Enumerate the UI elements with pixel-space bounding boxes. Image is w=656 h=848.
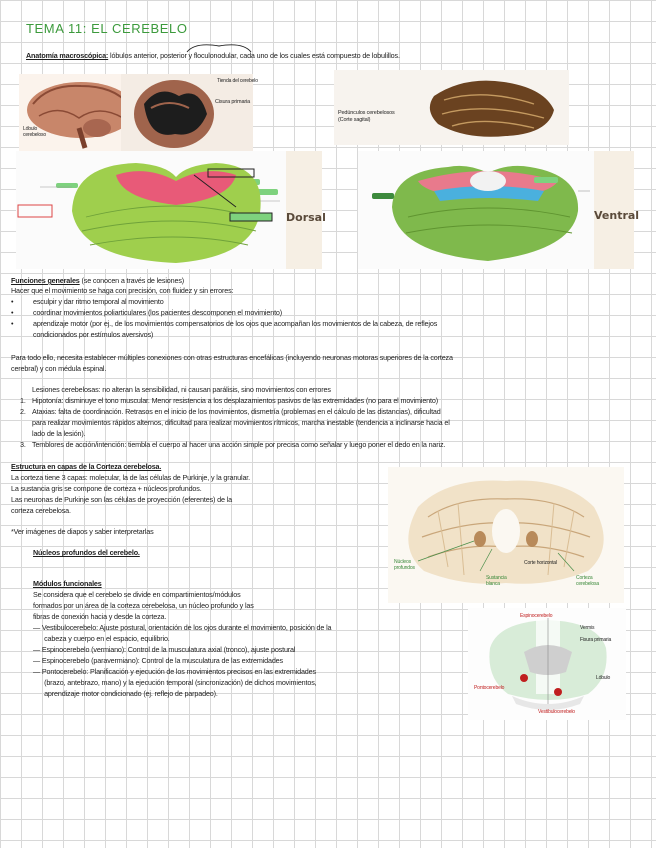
structure-line: corteza cerebelosa. — [11, 506, 71, 515]
label-sustancia: Sustancia blanca — [486, 575, 507, 587]
modules-line: Se considera que el cerebelo se divide en compartimientos/módulos — [33, 590, 241, 599]
label-lobulo: Lóbulo cerebeloso — [23, 126, 46, 138]
label-ventral: Ventral — [594, 209, 640, 222]
label-tienda: Tienda del cerebelo — [217, 78, 258, 84]
label-espino: Espinocerebelo — [520, 613, 553, 619]
nuclei-heading: Núcleos profundos del cerebelo. — [33, 548, 140, 557]
paragraph-line: cerebral) y con médula espinal. — [11, 364, 107, 373]
functions-intro: Hacer que el movimiento se haga con precisión, con fluidez y sin errores: — [11, 286, 234, 295]
lesion-item: Temblores de acción/intención: tiembla el cuerpo al hacer una acción simple por precisa como señalar y luego poner el dedo en la nariz. — [32, 440, 446, 449]
label-corteza: Corteza cerebelosa — [576, 575, 599, 587]
modules-line: formados por un área de la corteza cerebelosa, un núcleo profundo y las — [33, 601, 254, 610]
functions-bullet-marker: • — [11, 308, 14, 317]
lesion-item-cont: para realizar movimientos rápidos alternos, dificultad para realizar movimientos rítmicos, marcha inestable (tendencia a inclinarse hacia el — [32, 418, 450, 427]
functions-bullet: aprendizaje motor (por ej., de los movimientos compensatorios de los ojos que acompañan los movimientos de la cabeza, de reflejos — [33, 319, 438, 328]
cerebellum-dorsal-image — [16, 151, 326, 269]
lesion-num: 1. — [20, 396, 26, 405]
label-nucleos: Núcleos profundos — [394, 559, 415, 571]
label-lobulo6: Lóbulo — [596, 675, 611, 681]
modules-item: — Espinocerebelo (paravermiano): Control de la musculatura de las extremidades — [33, 656, 283, 665]
modules-diagram-image — [468, 608, 626, 720]
functions-bullet-marker: • — [11, 297, 14, 306]
page-title: TEMA 11: EL CEREBELO — [26, 21, 188, 36]
modules-line: fibras de conexión hacia y desde la corteza. — [33, 612, 167, 621]
label-ponto: Pontocerebelo — [474, 685, 505, 691]
structure-note: *Ver imágenes de diapos y saber interpretarlas — [11, 527, 154, 536]
modules-item: — Vestibulocerebelo: Ajuste postural, orientación de los ojos durante el movimiento, posición de la — [33, 623, 332, 632]
cerebellum-ventral-image — [358, 151, 640, 269]
label-peduncles: Pedúnculos cerebelosos (Corte sagital) — [338, 110, 395, 123]
structure-heading: Estructura en capas de la Corteza cerebelosa. — [11, 462, 162, 471]
functions-heading-note: (se conocen a través de lesiones) — [79, 276, 185, 285]
lesions-heading: Lesiones cerebelosas: no alteran la sensibilidad, ni causan parálisis, sino movimientos con errores — [32, 385, 331, 394]
lesion-item-cont: lado de la lesión). — [32, 429, 86, 438]
lesion-item: Ataxias: falta de coordinación. Retrasos en el inicio de los movimientos, dismetría (problemas en el cálculo de las distancias), dificultad — [32, 407, 441, 416]
modules-item: — Espinocerebelo (vermiano): Control de la musculatura axial (tronco), ajuste postural — [33, 645, 296, 654]
label-fisura: Fisura primaria — [580, 637, 612, 643]
modules-item: cabeza y cuerpo en el espacio, equilibrio. — [33, 634, 170, 643]
lesion-item: Hipotonía: disminuye el tono muscular. Menor resistencia a los desplazamientos pasivos de las extremidades (no para el movimiento) — [32, 396, 438, 405]
paragraph-line: Para todo ello, necesita establecer múltiples conexiones con otras estructuras encefálicas (incluyendo neuronas motoras superiores de la corteza — [11, 353, 453, 362]
peduncles-image — [334, 70, 569, 145]
structure-line: La sustancia gris se compone de corteza + núcleos profundos. — [11, 484, 202, 493]
modules-heading: Módulos funcionales — [33, 579, 102, 588]
label-dorsal: Dorsal — [286, 211, 326, 224]
functions-heading: Funciones generales — [11, 276, 80, 285]
modules-item: — Pontocerebelo: Planificación y ejecución de los movimientos precisos en las extremidades — [33, 667, 316, 676]
modules-item: aprendizaje motor condicionado (ej. reflejo de parpadeo). — [33, 689, 218, 698]
structure-line: La corteza tiene 3 capas: molecular, la de las células de Purkinje, y la granular. — [11, 473, 251, 482]
modules-item: (brazo, antebrazo, mano) y la ejecución temporal (sincronización) de dichos movimientos, — [33, 678, 317, 687]
anatomy-text: lóbulos anterior, posterior y floculonodular, cada uno de los cuales está compuesto de lobulillos. — [108, 51, 400, 60]
lesion-num: 2. — [20, 407, 26, 416]
functions-bullet-cont: condicionados por estímulos aversivos) — [33, 330, 154, 339]
nuclei-section-image — [388, 467, 624, 603]
label-vestibulo: Vestibulocerebelo — [538, 709, 575, 715]
label-cisura: Cisura primaria — [215, 99, 251, 105]
brain-sagittal-image — [19, 74, 258, 152]
functions-bullet: esculpir y dar ritmo temporal al movimiento — [33, 297, 164, 306]
brace-annotation — [185, 40, 255, 54]
functions-heading-line — [11, 276, 184, 286]
structure-line: Las neuronas de Purkinje son las células de proyección (eferentes) de la — [11, 495, 232, 504]
label-corte: Corte horizontal — [524, 560, 557, 566]
lesion-num: 3. — [20, 440, 26, 449]
functions-bullet-marker: • — [11, 319, 14, 328]
anatomy-heading: Anatomía macroscópica: — [26, 51, 109, 60]
label-vermis: Vermis — [580, 625, 595, 631]
functions-bullet: coordinar movimientos poliarticulares (los pacientes descomponen el movimiento) — [33, 308, 283, 317]
